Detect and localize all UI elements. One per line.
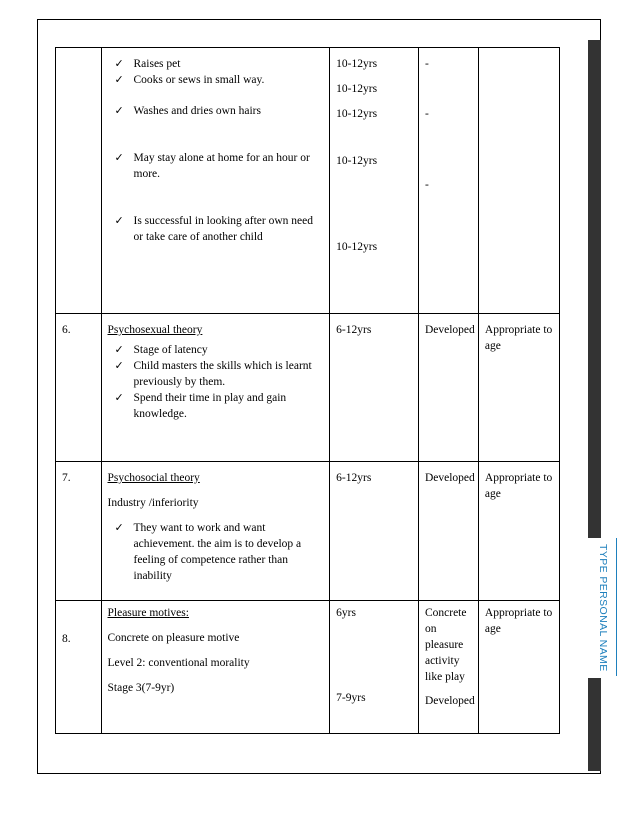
cell-description bbox=[101, 48, 330, 314]
cell-remark bbox=[478, 48, 559, 314]
list-item: ✓ Is successful in looking after own need or take care of another child bbox=[114, 215, 313, 243]
cell-status: Concrete on pleasure activity like play Developed bbox=[418, 601, 478, 734]
list-item: ✓ They want to work and want achievement. the aim is to develop a feeling of competence rather than inability bbox=[114, 522, 302, 582]
cell-description: Pleasure motives: Concrete on pleasure motive Level 2: conventional morality Stage 3(7-9yr) bbox=[101, 601, 330, 734]
cell-description bbox=[101, 314, 330, 462]
cell-number bbox=[56, 48, 102, 314]
cell-remark: Appropriate to age bbox=[478, 601, 559, 734]
cell-age: 6-12yrs bbox=[330, 314, 419, 462]
check-icon: ✓ bbox=[114, 215, 124, 227]
cell-status: Developed bbox=[418, 314, 478, 462]
cell-age: 6-12yrs bbox=[330, 462, 419, 601]
cell-description bbox=[101, 462, 330, 601]
list-item: ✓ Cooks or sews in small way. bbox=[114, 74, 265, 86]
check-icon: ✓ bbox=[114, 152, 124, 164]
cell-status: Developed bbox=[418, 462, 478, 601]
list-item: ✓ Spend their time in play and gain knowledge. bbox=[114, 392, 287, 420]
cell-number: 8. bbox=[56, 601, 102, 734]
check-icon: ✓ bbox=[114, 105, 124, 117]
list-item: ✓ Raises pet bbox=[114, 58, 181, 70]
cell-number: 7. bbox=[56, 462, 102, 601]
check-icon: ✓ bbox=[114, 392, 124, 404]
list-item: ✓ Washes and dries own hairs bbox=[114, 105, 261, 117]
table-row bbox=[56, 48, 560, 314]
table-row bbox=[56, 462, 560, 601]
table-row bbox=[56, 314, 560, 462]
check-icon: ✓ bbox=[114, 522, 124, 534]
check-icon: ✓ bbox=[114, 344, 124, 356]
check-icon: ✓ bbox=[114, 58, 124, 70]
table-row bbox=[56, 601, 560, 734]
cell-age: 6yrs 7-9yrs bbox=[330, 601, 419, 734]
check-icon: ✓ bbox=[114, 360, 124, 372]
cell-remark: Appropriate to age bbox=[478, 462, 559, 601]
side-line bbox=[616, 538, 617, 676]
personal-name-label[interactable]: TYPE PERSONAL NAME bbox=[597, 544, 609, 672]
cell-number: 6. bbox=[56, 314, 102, 462]
cell-status: - - - bbox=[418, 48, 478, 314]
cell-remark: Appropriate to age bbox=[478, 314, 559, 462]
list-item: ✓ May stay alone at home for an hour or more. bbox=[114, 152, 310, 180]
list-item: ✓ Stage of latency bbox=[114, 344, 208, 356]
check-icon: ✓ bbox=[114, 74, 124, 86]
side-label-box bbox=[588, 538, 618, 678]
section-title: Psychosocial theory bbox=[107, 472, 200, 484]
section-title: Psychosexual theory bbox=[107, 324, 203, 336]
list-item: ✓ Child masters the skills which is learnt previously by them. bbox=[114, 360, 312, 388]
section-title: Pleasure motives: bbox=[107, 607, 189, 619]
cell-age: 10-12yrs 10-12yrs 10-12yrs 10-12yrs 10-12yrs bbox=[330, 48, 419, 314]
development-table bbox=[55, 47, 560, 734]
section-subtitle: Industry /inferiority bbox=[107, 497, 199, 509]
